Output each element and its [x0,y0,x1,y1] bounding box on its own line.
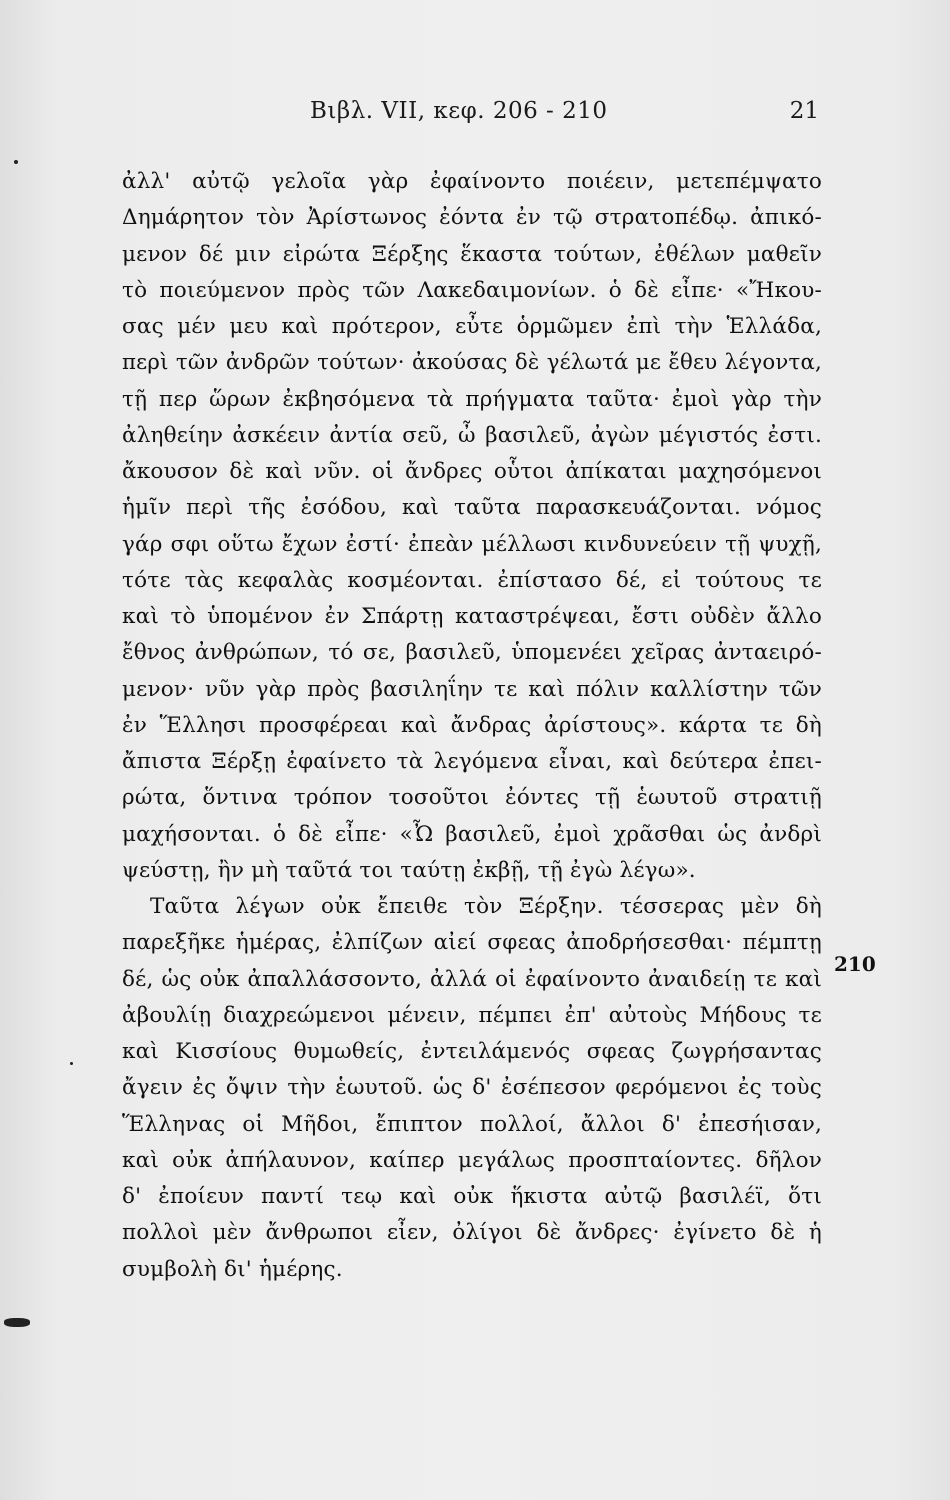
text-line: δέ, ὡς οὐκ ἀπαλλάσσοντο, ἀλλά οἱ ἐφαίνοντο ἀναιδείῃ τε καὶ [122,966,822,992]
text-line: ἄπιστα Ξέρξῃ ἐφαίνετο τὰ λεγόμενα εἶναι, καὶ δεύτερα ἐπει- [122,749,822,774]
paragraph-end-line: ψεύστῃ, ἢν μὴ ταῦτά τοι ταύτῃ ἐκβῇ, τῇ ἐγὼ λέγω». [122,857,696,883]
text-line: τῇ περ ὥρων ἐκβησόμενα τὰ πρήγματα ταῦτα· ἐμοὶ γὰρ τὴν [122,386,822,412]
text-line: Ἕλληνας οἱ Μῆδοι, ἔπιπτον πολλοί, ἄλλοι δ' ἐπεσήισαν, [122,1111,822,1137]
text-line: ἡμῖν περὶ τῆς ἐσόδου, καὶ ταῦτα παρασκευάζονται. νόμος [122,495,822,521]
margin-section-number: 210 [834,952,876,976]
text-line: τὸ ποιεύμενον πρὸς τῶν Λακεδαιμονίων. ὁ δὲ εἶπε· «Ἤκου- [122,277,822,303]
text-line: δ' ἐποίευν παντί τεῳ καὶ οὐκ ἥκιστα αὐτῷ βασιλέϊ, ὅτι [122,1184,822,1209]
page-number: 21 [789,98,819,124]
text-line: πολλοὶ μὲν ἄνθρωποι εἶεν, ὀλίγοι δὲ ἄνδρες· ἐγίνετο δὲ ἡ [122,1220,822,1246]
text-line: καὶ οὐκ ἀπήλαυνον, καίπερ μεγάλως προσπταίοντες. δῆλον [122,1147,822,1173]
paragraph-end-line: συμβολὴ δι' ἡμέρης. [122,1256,343,1282]
text-line: ἔθνος ἀνθρώπων, τό σε, βασιλεῦ, ὑπομενέει χεῖρας ἀνταειρό- [122,640,822,666]
body-text [122,164,822,1288]
text-line: μενον· νῦν γὰρ πρὸς βασιληΐην τε καὶ πόλιν καλλίστην τῶν [122,676,822,702]
text-line: γάρ σφι οὕτω ἔχων ἐστί· ἐπεὰν μέλλωσι κινδυνεύειν τῇ ψυχῇ, [122,531,822,557]
text-line: ρώτα, ὅντινα τρόπον τοσοῦτοι ἐόντες τῇ ἑωυτοῦ στρατιῇ [122,785,822,811]
running-title: Βιβλ. VII, κεφ. 206 - 210 [310,98,608,124]
text-line: Δημάρητον τὸν Ἀρίστωνος ἐόντα ἐν τῷ στρατοπέδῳ. ἀπικό- [122,205,822,231]
text-line: τότε τὰς κεφαλὰς κοσμέονται. ἐπίστασο δέ, εἰ τούτους τε [122,567,822,593]
print-speck [70,1062,73,1065]
text-line: ἐν Ἕλλησι προσφέρεαι καὶ ἄνδρας ἀρίστους». κάρτα τε δὴ [122,712,822,738]
text-line: ἀληθείην ἀσκέειν ἀντία σεῦ, ὦ βασιλεῦ, ἀγὼν μέγιστός ἐστι. [122,422,822,448]
paragraph-start-line: Ταῦτα λέγων οὐκ ἔπειθε τὸν Ξέρξην. τέσσερας μὲν δὴ [150,894,822,919]
text-line: παρεξῆκε ἡμέρας, ἐλπίζων αἰεί σφεας ἀποδρήσεσθαι· πέμπτῃ [122,930,822,956]
text-line: περὶ τῶν ἀνδρῶν τούτων· ἀκούσας δὲ γέλωτά με ἔθευ λέγοντα, [122,350,822,376]
page-header [0,98,950,134]
text-line: ἄγειν ἐς ὄψιν τὴν ἑωυτοῦ. ὡς δ' ἐσέπεσον φερόμενοι ἐς τοὺς [122,1075,822,1101]
print-speck [4,1318,30,1327]
text-line: μαχήσονται. ὁ δὲ εἶπε· «Ὦ βασιλεῦ, ἐμοὶ χρᾶσθαι ὡς ἀνδρὶ [122,821,822,847]
text-line: ἀβουλίῃ διαχρεώμενοι μένειν, πέμπει ἐπ' αὐτοὺς Μήδους τε [122,1002,822,1028]
text-line: σας μέν μευ καὶ πρότερον, εὖτε ὁρμῶμεν ἐπὶ τὴν Ἑλλάδα, [122,314,822,339]
text-line: ἀλλ' αὐτῷ γελοῖα γὰρ ἐφαίνοντο ποιέειν, μετεπέμψατο [122,169,822,194]
text-line: καὶ Κισσίους θυμωθείς, ἐντειλάμενός σφεας ζωγρήσαντας [122,1039,822,1064]
text-line: μενον δέ μιν εἰρώτα Ξέρξης ἕκαστα τούτων, ἐθέλων μαθεῖν [122,241,822,267]
print-speck [14,160,18,164]
text-line: ἄκουσον δὲ καὶ νῦν. οἱ ἄνδρες οὗτοι ἀπίκαται μαχησόμενοι [122,459,822,484]
text-line: καὶ τὸ ὑπομένον ἐν Σπάρτῃ καταστρέψεαι, ἔστι οὐδὲν ἄλλο [122,604,822,629]
